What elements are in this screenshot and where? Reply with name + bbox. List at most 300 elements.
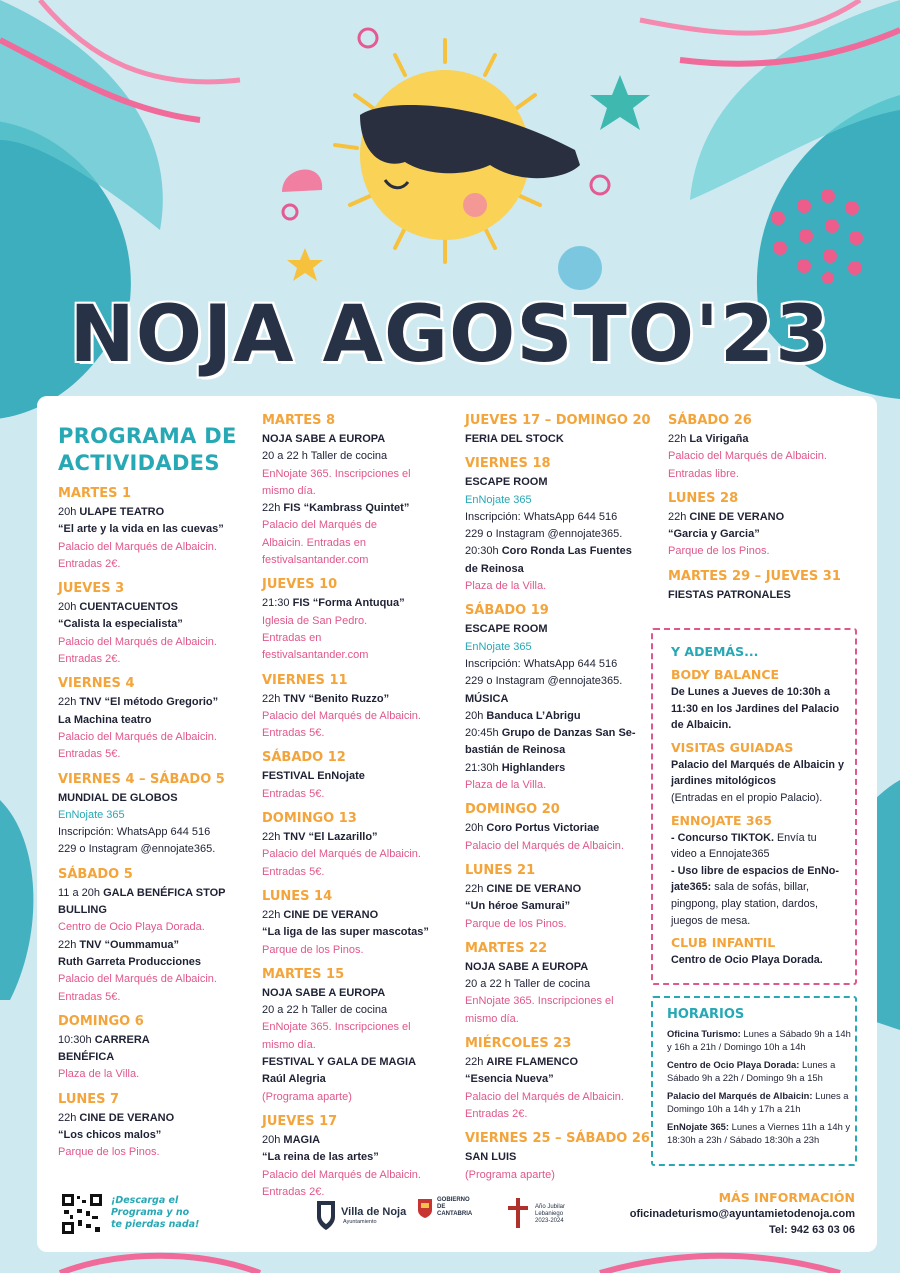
text-span: Entradas en <box>262 631 322 644</box>
day-heading: MARTES 1 <box>58 486 132 501</box>
ademas-section-heading: CLUB INFANTIL <box>671 935 776 951</box>
text-span: 21:30h <box>465 761 502 774</box>
download-line: ¡Descarga el <box>111 1195 179 1206</box>
qr-code-icon[interactable] <box>62 1194 102 1234</box>
event-line <box>262 1090 462 1105</box>
day-heading: LUNES 7 <box>58 1091 120 1107</box>
phone-number[interactable]: Tel: 942 63 03 06 <box>768 1224 855 1236</box>
text-span: 22h <box>262 908 284 921</box>
text-span: Banduca L’Abrigu <box>486 709 581 722</box>
event-line <box>262 432 462 447</box>
ademas-line <box>671 831 847 846</box>
horarios-list <box>667 1027 851 1146</box>
text-span: FERIA DEL STOCK <box>465 433 564 445</box>
villa-de-noja-logo <box>315 1194 405 1234</box>
event-line <box>262 631 462 646</box>
coat-of-arms-icon <box>315 1197 337 1231</box>
ademas-line <box>671 953 847 968</box>
pink-frond-bottom <box>60 1256 260 1273</box>
text-span: festivalsantander.com <box>262 649 369 662</box>
event-line <box>262 709 462 724</box>
ademas-line <box>671 847 847 862</box>
cantabria-shield-icon <box>417 1197 433 1219</box>
event-line <box>58 540 258 555</box>
event-line <box>465 761 665 776</box>
text-span: Palacio del Marqués de Albaicin y <box>671 758 845 771</box>
ademas-line <box>671 718 847 733</box>
event-line <box>58 1033 258 1048</box>
event-line <box>465 579 665 594</box>
event-line <box>465 917 665 932</box>
event-line <box>58 635 258 650</box>
text-span: Plaza de la Villa. <box>465 580 547 593</box>
day-heading: VIERNES 25 – SÁBADO 26 <box>465 1131 650 1147</box>
text-span: CARRERA <box>94 1033 150 1046</box>
day-heading: SÁBADO 5 <box>58 866 133 882</box>
event-line <box>465 622 665 637</box>
event-line <box>465 657 665 672</box>
text-span: 229 o Instagram @ennojate365. <box>58 843 216 856</box>
column-1-days <box>58 486 258 1161</box>
event-line <box>262 908 462 923</box>
ademas-line <box>671 864 847 879</box>
event-line <box>262 518 462 533</box>
text-span: CINE DE VERANO <box>689 510 785 523</box>
text-span: 20:45h <box>465 727 502 740</box>
text-span: Entradas 5€. <box>58 748 121 761</box>
text-span: Oficina Turismo: <box>667 1028 744 1039</box>
text-span: 20h <box>465 709 487 722</box>
text-span: FIS “Kambrass Quintet” <box>283 502 410 515</box>
event-line <box>465 778 665 793</box>
text-span: Ruth Garreta Producciones <box>58 955 202 968</box>
logo-jubilar-line: Lebaniego <box>535 1211 564 1217</box>
event-line <box>668 544 863 559</box>
text-span: “Los chicos malos” <box>58 1129 162 1142</box>
text-span: AIRE FLAMENCO <box>486 1056 579 1069</box>
event-line <box>58 1067 258 1082</box>
text-span: Envía tu <box>776 831 817 844</box>
text-span: 22h <box>58 938 80 951</box>
text-span: NOJA SABE A EUROPA <box>465 960 589 973</box>
text-span: EnNojate 365 <box>58 808 125 821</box>
event-line <box>668 432 863 447</box>
event-line <box>465 1055 665 1070</box>
text-span: Raúl Alegria <box>262 1073 326 1086</box>
text-span: ESCAPE ROOM <box>465 476 548 489</box>
column-4-days <box>668 413 863 603</box>
event-line <box>262 536 462 551</box>
event-line <box>262 596 462 611</box>
text-span: FESTIVAL Y GALA DE MAGIA <box>262 1056 417 1069</box>
ano-jubilar-logo <box>505 1194 595 1234</box>
text-span: EnNojate 365. Inscripciones el <box>465 995 614 1008</box>
text-span: Palacio del Marqués de Albaicin. <box>262 1168 421 1181</box>
pink-frond-bottom-2 <box>600 1256 840 1273</box>
leaf-left-lower <box>0 800 33 1000</box>
day-heading: MARTES 29 – JUEVES 31 <box>668 568 841 584</box>
text-span: Entradas 2€. <box>262 1185 325 1198</box>
text-span: MÚSICA <box>465 692 509 705</box>
day-heading: VIERNES 4 <box>58 676 135 692</box>
day-heading: LUNES 28 <box>668 490 739 506</box>
text-span: (Programa aparte) <box>465 1168 555 1181</box>
event-line <box>58 505 258 520</box>
ademas-line <box>671 758 847 773</box>
event-line <box>58 808 258 823</box>
event-line <box>465 960 665 975</box>
event-line <box>58 730 258 745</box>
event-line <box>465 432 665 447</box>
more-info <box>630 1190 855 1238</box>
day-heading: MARTES 8 <box>262 413 336 428</box>
event-line <box>668 510 863 525</box>
day-heading: JUEVES 3 <box>58 581 125 597</box>
event-line <box>465 674 665 689</box>
event-line <box>262 1133 462 1148</box>
text-span: Entradas 5€. <box>262 727 325 740</box>
logo-gobierno-line: DE <box>437 1204 446 1210</box>
logo-gobierno-line: CANTABRIA <box>437 1211 473 1217</box>
day-heading: VIERNES 18 <box>465 456 551 472</box>
text-span: (Programa aparte) <box>262 1090 352 1103</box>
ademas-section-heading: BODY BALANCE <box>671 667 780 682</box>
event-line <box>465 1072 665 1087</box>
text-span: 20h <box>58 506 80 518</box>
event-line <box>58 1145 258 1160</box>
text-span: Parque de los Pinos. <box>465 917 567 930</box>
programa-title-line: PROGRAMA DE <box>58 424 237 448</box>
text-span: - Concurso TIKTOK. <box>671 831 777 844</box>
program-panel <box>37 396 877 1252</box>
event-line <box>465 994 665 1009</box>
event-line <box>58 1128 258 1143</box>
text-span: La Machina teatro <box>58 713 152 726</box>
logo-jubilar-text <box>535 1204 565 1225</box>
text-span: CINE DE VERANO <box>486 882 582 895</box>
logo-gobierno-line: GOBIERNO <box>437 1197 470 1203</box>
event-line <box>58 972 258 987</box>
event-line <box>58 747 258 762</box>
email-link[interactable]: oficinadeturismo@ayuntamietodenoja.com <box>629 1208 855 1220</box>
text-span: Inscripción: WhatsApp 644 516 <box>465 510 618 523</box>
text-span: 11:30 en los Jardines del Palacio <box>671 702 840 715</box>
day-heading: VIERNES 11 <box>262 672 348 688</box>
text-span: Parque de los Pinos. <box>58 1146 160 1159</box>
download-note <box>111 1195 221 1231</box>
day-heading: MARTES 15 <box>262 966 345 982</box>
event-line <box>262 925 462 940</box>
text-span: bastián de Reinosa <box>465 744 566 757</box>
text-span: Iglesia de San Pedro. <box>262 614 368 627</box>
column-4 <box>668 396 863 605</box>
text-span: BENÉFICA <box>58 1051 115 1064</box>
text-span: Palacio del Marqués de Albaicin. <box>262 709 421 722</box>
text-span: Palacio del Marqués de Albaicin. <box>58 973 217 986</box>
text-span: ESCAPE ROOM <box>465 623 548 636</box>
text-span: (Entradas en el propio Palacio). <box>671 791 823 804</box>
day-heading: SÁBADO 12 <box>262 750 346 766</box>
ademas-line <box>671 774 847 789</box>
event-line <box>465 743 665 758</box>
text-span: 20h <box>465 822 487 835</box>
text-span: Lunes a Sábado 9h a 22h / Domingo 9h a 15h <box>667 1059 836 1083</box>
horario-item <box>667 1089 851 1115</box>
event-line <box>668 527 863 542</box>
text-span: CUENTACUENTOS <box>79 601 179 614</box>
text-span: 20 a 22 h Taller de cocina <box>262 1004 388 1017</box>
event-line <box>58 990 258 1005</box>
text-span: 10:30h <box>58 1033 95 1046</box>
text-span: Entradas 5€. <box>58 990 121 1003</box>
text-span: De Lunes a Jueves de 10:30h a <box>671 686 831 698</box>
ademas-section-heading: ENNOJATE 365 <box>671 812 772 828</box>
text-span: Centro de Ocio Playa Dorada. <box>671 954 823 967</box>
ademas-line <box>671 702 847 717</box>
text-span: Palacio del Marqués de Albaicin. <box>58 635 217 648</box>
event-line <box>58 652 258 667</box>
text-span: 20 a 22 h Taller de cocina <box>262 450 388 463</box>
text-span: MUNDIAL DE GLOBOS <box>58 791 178 804</box>
text-span: jate365: <box>671 881 715 894</box>
text-span: Palacio del Marqués de Albaicin. <box>465 1090 624 1103</box>
text-span: Palacio del Marqués de Albaicin. <box>58 540 217 553</box>
event-line <box>465 544 665 559</box>
column-2-days <box>262 413 462 1200</box>
event-line <box>58 842 258 857</box>
text-span: 22h <box>465 1056 487 1069</box>
text-span: “Un héroe Samurai” <box>465 900 571 913</box>
footer <box>37 1174 877 1244</box>
event-line <box>262 830 462 845</box>
event-line <box>262 1038 462 1053</box>
logo-gobierno-text <box>437 1197 472 1218</box>
text-span: jardines mitológicos <box>671 775 776 788</box>
text-span: Grupo de Danzas San Se- <box>501 727 636 740</box>
event-line <box>465 726 665 741</box>
ademas-sections <box>671 667 847 968</box>
day-heading: LUNES 21 <box>465 862 536 878</box>
text-span: “Garcia y Garcia” <box>668 528 760 541</box>
text-span: 20h <box>58 601 80 614</box>
snail-shell-icon <box>558 246 602 290</box>
day-heading: VIERNES 4 – SÁBADO 5 <box>58 771 225 787</box>
event-line <box>58 920 258 935</box>
text-span: Inscripción: WhatsApp 644 516 <box>58 826 211 839</box>
text-span: “La liga de las super mascotas” <box>262 926 429 939</box>
day-heading: LUNES 14 <box>262 888 333 904</box>
event-line <box>465 899 665 914</box>
horarios-heading: HORARIOS <box>667 1007 745 1022</box>
event-line <box>58 1050 258 1065</box>
event-line <box>58 886 258 901</box>
logo-jubilar-line: Año Jubilar <box>535 1204 566 1210</box>
text-span: Plaza de la Villa. <box>58 1068 140 1081</box>
text-span: EnNojate 365: <box>667 1121 732 1132</box>
event-line <box>465 1107 665 1122</box>
event-line <box>58 617 258 632</box>
event-line <box>465 640 665 655</box>
horario-item <box>667 1120 851 1146</box>
download-line: te pierdas nada! <box>111 1219 200 1230</box>
event-line <box>262 648 462 663</box>
text-span: TNV “El Lazarillo” <box>283 831 378 844</box>
text-span: GALA BENÉFICA STOP <box>103 886 226 899</box>
event-line <box>262 726 462 741</box>
text-span: de Albaicin. <box>671 719 732 732</box>
text-span: 22h <box>668 433 690 445</box>
horario-item <box>667 1027 851 1053</box>
event-line <box>58 955 258 970</box>
text-span: Centro de Ocio Playa Dorada. <box>58 921 205 934</box>
event-line <box>58 938 258 953</box>
day-heading: SÁBADO 26 <box>668 413 752 428</box>
text-span: 22h <box>58 696 80 709</box>
gobierno-cantabria-logo <box>417 1194 497 1234</box>
text-span: Entradas 5€. <box>262 865 325 878</box>
logo-villa-sub: Ayuntamiento <box>343 1219 377 1225</box>
text-span: Inscripción: WhatsApp 644 516 <box>465 657 618 670</box>
text-span: Entradas 2€. <box>58 653 121 666</box>
text-span: SAN LUIS <box>465 1151 517 1164</box>
text-span: juegos de mesa. <box>671 914 751 927</box>
text-span: Lunes a Sábado 9h a 14h y 16h a 21h / Domingo 10h a 14h <box>667 1028 851 1052</box>
text-span: festivalsantander.com <box>262 554 369 567</box>
day-heading: JUEVES 17 – DOMINGO 20 <box>465 413 651 428</box>
text-span: 21:30 <box>262 597 293 610</box>
text-span: Entradas libre. <box>668 467 739 480</box>
text-span: Parque de los Pinos. <box>262 943 364 956</box>
day-heading: DOMINGO 6 <box>58 1013 144 1029</box>
text-span: TNV “Oummamua” <box>79 938 180 951</box>
text-span: NOJA SABE A EUROPA <box>262 433 386 445</box>
event-line <box>262 1003 462 1018</box>
ademas-line <box>671 791 847 806</box>
text-span: BULLING <box>58 904 107 917</box>
programa-title <box>58 423 258 477</box>
event-line <box>58 713 258 728</box>
text-span: 229 o Instagram @ennojate365. <box>465 528 623 541</box>
text-span: Palacio del Marqués de Albaicin. <box>262 848 421 861</box>
day-heading: MARTES 22 <box>465 940 548 956</box>
text-span: mismo día. <box>262 1038 316 1051</box>
text-span: 22h <box>262 692 284 705</box>
text-span: Palacio del Marqués de <box>262 519 377 532</box>
event-line <box>262 787 462 802</box>
horarios-box <box>651 996 857 1166</box>
day-heading: JUEVES 17 <box>262 1113 338 1129</box>
event-line <box>58 557 258 572</box>
column-2 <box>262 396 462 1202</box>
text-span: Entradas 2€. <box>58 557 121 570</box>
cross-icon <box>505 1196 531 1230</box>
ademas-line <box>671 685 847 700</box>
day-heading: DOMINGO 20 <box>465 802 560 818</box>
text-span: 20 a 22 h Taller de cocina <box>465 978 591 991</box>
event-line <box>58 791 258 806</box>
event-line <box>465 493 665 508</box>
text-span: Palacio del Marqués de Albaicin. <box>58 730 217 743</box>
event-line <box>262 1020 462 1035</box>
day-heading: SÁBADO 19 <box>465 603 549 619</box>
event-line <box>58 600 258 615</box>
event-line <box>262 769 462 784</box>
event-line <box>465 475 665 490</box>
text-span: Entradas 5€. <box>262 787 325 800</box>
column-1 <box>58 396 258 1163</box>
event-line <box>262 449 462 464</box>
text-span: EnNojate 365. Inscripciones el <box>262 467 411 480</box>
ademas-box <box>651 628 857 985</box>
event-line <box>262 943 462 958</box>
event-line <box>58 695 258 710</box>
event-line <box>262 614 462 629</box>
event-line <box>668 467 863 482</box>
text-span: ULAPE TEATRO <box>79 506 165 518</box>
text-span: CINE DE VERANO <box>79 1111 175 1124</box>
text-span: MAGIA <box>283 1133 321 1146</box>
text-span: NOJA SABE A EUROPA <box>262 986 386 999</box>
event-line <box>465 510 665 525</box>
ademas-heading: Y ADEMÁS... <box>671 644 759 659</box>
text-span: mismo día. <box>262 484 316 497</box>
horario-item <box>667 1058 851 1084</box>
text-span: de Reinosa <box>465 562 524 575</box>
event-line <box>465 692 665 707</box>
column-3 <box>465 396 665 1185</box>
day-heading: DOMINGO 13 <box>262 811 357 827</box>
event-line <box>668 588 863 603</box>
text-span: 20:30h <box>465 545 502 558</box>
programa-title-line: ACTIVIDADES <box>58 451 220 475</box>
text-span: FESTIVAL EnNojate <box>262 770 365 783</box>
text-span: 22h <box>465 882 487 895</box>
text-span: Palacio del Marqués de Albaicin: <box>667 1090 816 1101</box>
text-span: Plaza de la Villa. <box>465 779 547 792</box>
text-span: 22h <box>668 510 690 523</box>
text-span: TNV “El método Gregorio” <box>79 696 219 709</box>
event-line <box>262 484 462 499</box>
text-span: Palacio del Marqués de Albaicin. <box>465 839 624 852</box>
event-line <box>465 562 665 577</box>
ademas-line <box>671 880 847 895</box>
text-span: CINE DE VERANO <box>283 908 379 921</box>
text-span: “El arte y la vida en las cuevas” <box>58 523 224 536</box>
text-span: Parque de los Pinos. <box>668 545 770 558</box>
event-line <box>465 821 665 836</box>
text-span: 20h <box>262 1133 284 1146</box>
text-span: Entradas 2€. <box>465 1107 528 1120</box>
text-span: Highlanders <box>501 761 566 774</box>
event-line <box>465 709 665 724</box>
text-span: FIS “Forma Antuqua” <box>292 597 405 610</box>
text-span: “Calista la especialista” <box>58 618 183 631</box>
text-span: 229 o Instagram @ennojate365. <box>465 675 623 688</box>
column-3-days <box>465 413 665 1183</box>
event-line <box>465 882 665 897</box>
text-span: TNV “Benito Ruzzo” <box>283 692 390 705</box>
event-line <box>465 1150 665 1165</box>
text-span: pingpong, play station, dardos, <box>671 897 819 910</box>
event-line <box>58 522 258 537</box>
text-span: “La reina de las artes” <box>262 1151 379 1164</box>
event-line <box>58 903 258 918</box>
event-line <box>262 1150 462 1165</box>
logo-jubilar-line: 2023-2024 <box>535 1218 564 1224</box>
day-heading: JUEVES 10 <box>262 577 338 593</box>
event-line <box>262 865 462 880</box>
text-span: video a Ennojate365 <box>671 848 770 861</box>
